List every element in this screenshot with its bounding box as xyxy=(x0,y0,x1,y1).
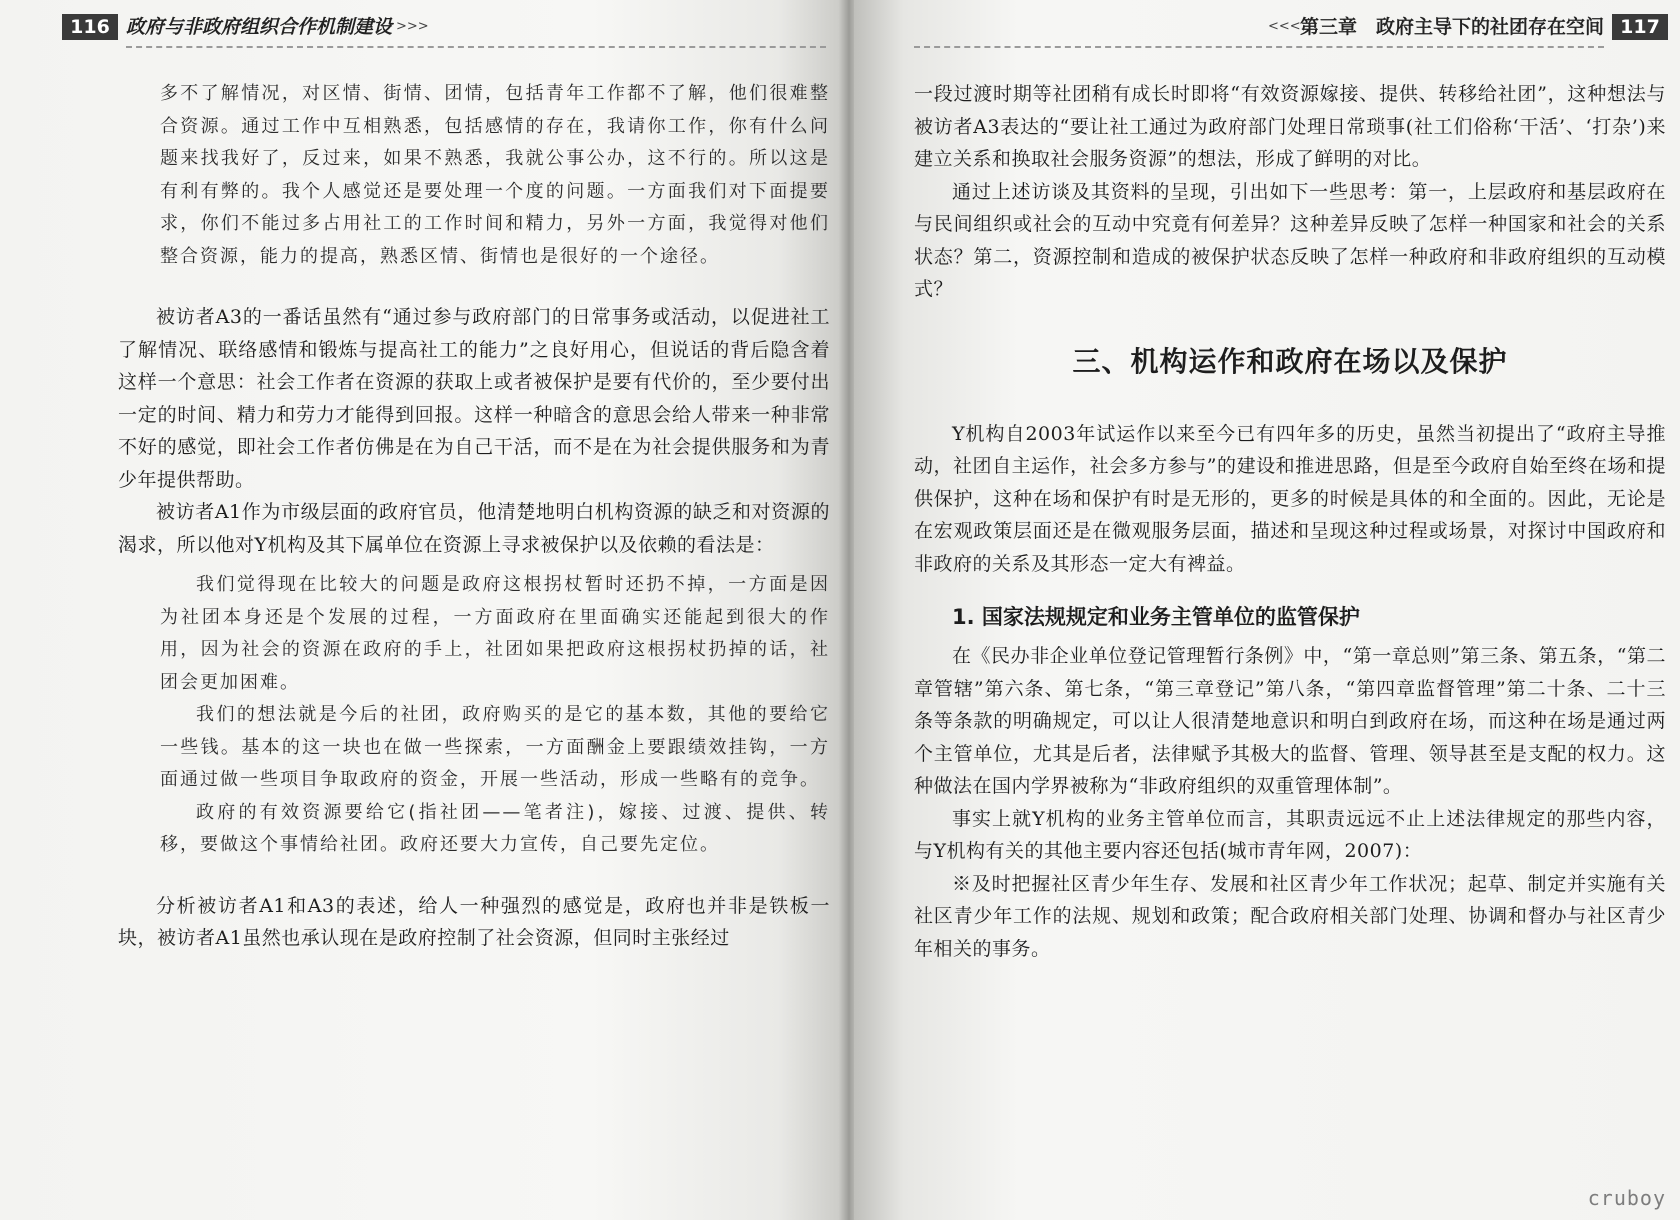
left-header-rule xyxy=(126,46,826,48)
right-page-number: 117 xyxy=(1612,14,1668,40)
interview-quote-a1-resources: 政府的有效资源要给它(指社团——笔者注)，嫁接、过渡、提供、转移，要做这个事情给社团。政府还要大力宣传，自己要先定位。 xyxy=(160,801,830,855)
interview-quote-continued: 多不了解情况，对区情、街情、团情，包括青年工作都不了解，他们很难整合资源。通过工作中互相熟悉，包括感情的存在，我请你工作，你有什么问题来找我好了，反过来，如果不熟悉，我就公事公办，这不行的。所以这是有利有弊的。我个人感觉还是要处理一个度的问题。一方面我们对下面提要求，你们不能过多占用社工的工作时间和精力，另外一方面，我觉得对他们整合资源，能力的提高，熟悉区情、街情也是很好的一个途径。 xyxy=(160,83,830,267)
paragraph-continued: 一段过渡时期等社团稍有成长时即将“有效资源嫁接、提供、转移给社团”，这种想法与被访者A3表达的“要让社工通过为政府部门处理日常琐事(社工们俗称‘干活’、‘打杂’)来建立关系和换取社会服务资源”的想法，形成了鲜明的对比。 xyxy=(914,83,1666,170)
right-header-arrows: <<< xyxy=(1268,19,1301,34)
left-header-arrows: >>> xyxy=(396,19,429,34)
left-page-body xyxy=(118,78,830,955)
right-header-rule xyxy=(914,46,1604,48)
right-page-body xyxy=(914,78,1666,965)
left-page-number: 116 xyxy=(62,14,118,40)
paragraph-a1-intro: 被访者A1作为市级层面的政府官员，他清楚地明白机构资源的缺乏和对资源的渴求，所以他对Y机构及其下属单位在资源上寻求被保护以及依赖的看法是： xyxy=(118,501,830,556)
watermark-text: cruboy xyxy=(1587,1186,1666,1210)
paragraph-a1-a3-comparison: 分析被访者A1和A3的表述，给人一种强烈的感觉是，政府也并非是铁板一块，被访者A1虽然也承认现在是政府控制了社会资源，但同时主张经过 xyxy=(118,894,830,949)
subsection-heading: 1. 国家法规规定和业务主管单位的监管保护 xyxy=(952,605,1360,629)
left-page-header xyxy=(0,14,846,40)
right-page-header xyxy=(854,14,1680,40)
right-page xyxy=(854,0,1680,1220)
right-header-chapter-title: 第三章 政府主导下的社团存在空间 xyxy=(1300,16,1605,38)
interview-quote-a1-crutch: 我们觉得现在比较大的问题是政府这根拐杖暂时还扔不掉，一方面是因为社团本身还是个发展的过程，一方面政府在里面确实还能起到很大的作用，因为社会的资源在政府的手上，社团如果把政府这根拐杖扔掉的话，社团会更加困难。 xyxy=(160,574,830,693)
left-header-title: 政府与非政府组织合作机制建设 xyxy=(126,16,393,38)
paragraph-reflections: 通过上述访谈及其资料的呈现，引出如下一些思考：第一，上层政府和基层政府在与民间组织或社会的互动中究竟有何差异？这种差异反映了怎样一种国家和社会的关系状态？第二，资源控制和造成的被保护状态反映了怎样一种政府和非政府组织的互动模式？ xyxy=(914,180,1666,300)
paragraph-supervising-unit: 事实上就Y机构的业务主管单位而言，其职责远远不止上述法律规定的那些内容，与Y机构有关的其他主要内容还包括(城市青年网，2007)： xyxy=(914,807,1666,862)
paragraph-a3-analysis: 被访者A3的一番话虽然有“通过参与政府部门的日常事务或活动，以促进社工了解情况、联络感情和锻炼与提高社工的能力”之良好用心，但说话的背后隐含着这样一个意思：社会工作者在资源的获取上或者被保护是要有代价的，至少要付出一定的时间、精力和劳力才能得到回报。这样一种暗含的意思会给人带来一种非常不好的感觉，即社会工作者仿佛是在为自己干活，而不是在为社会提供服务和为青少年提供帮助。 xyxy=(118,306,830,491)
paragraph-regulations: 在《民办非企业单位登记管理暂行条例》中，“第一章总则”第三条、第五条，“第二章管辖”第六条、第七条，“第三章登记”第八条，“第四章监督管理”第二十条、二十三条等条款的明确规定，可以让人很清楚地意识和明白到政府在场，而这种在场是通过两个主管单位，尤其是后者，法律赋予其极大的监督、管理、领导甚至是支配的权力。这种做法在国内学界被称为“非政府组织的双重管理体制”。 xyxy=(914,645,1666,797)
paragraph-y-institution: Y机构自2003年试运作以来至今已有四年多的历史，虽然当初提出了“政府主导推动，社团自主运作，社会多方参与”的建设和推进思路，但是至今政府自始至终在场和提供保护，这种在场和保护有时是无形的，更多的时候是具体的和全面的。因此，无论是在宏观政策层面还是在微观服务层面，描述和呈现这种过程或场景，对探讨中国政府和非政府的关系及其形态一定大有裨益。 xyxy=(914,422,1666,575)
list-item-duties: ※及时把握社区青少年生存、发展和社区青少年工作状况；起草、制定并实施有关社区青少年工作的法规、规划和政策；配合政府相关部门处理、协调和督办与社区青少年相关的事务。 xyxy=(914,872,1666,960)
interview-quote-a1-purchase: 我们的想法就是今后的社团，政府购买的是它的基本数，其他的要给它一些钱。基本的这一块也在做一些探索，一方面酬金上要跟绩效挂钩，一方面通过做一些项目争取政府的资金，开展一些活动，形成一些略有的竞争。 xyxy=(160,704,830,790)
section-heading: 三、机构运作和政府在场以及保护 xyxy=(1072,344,1508,378)
